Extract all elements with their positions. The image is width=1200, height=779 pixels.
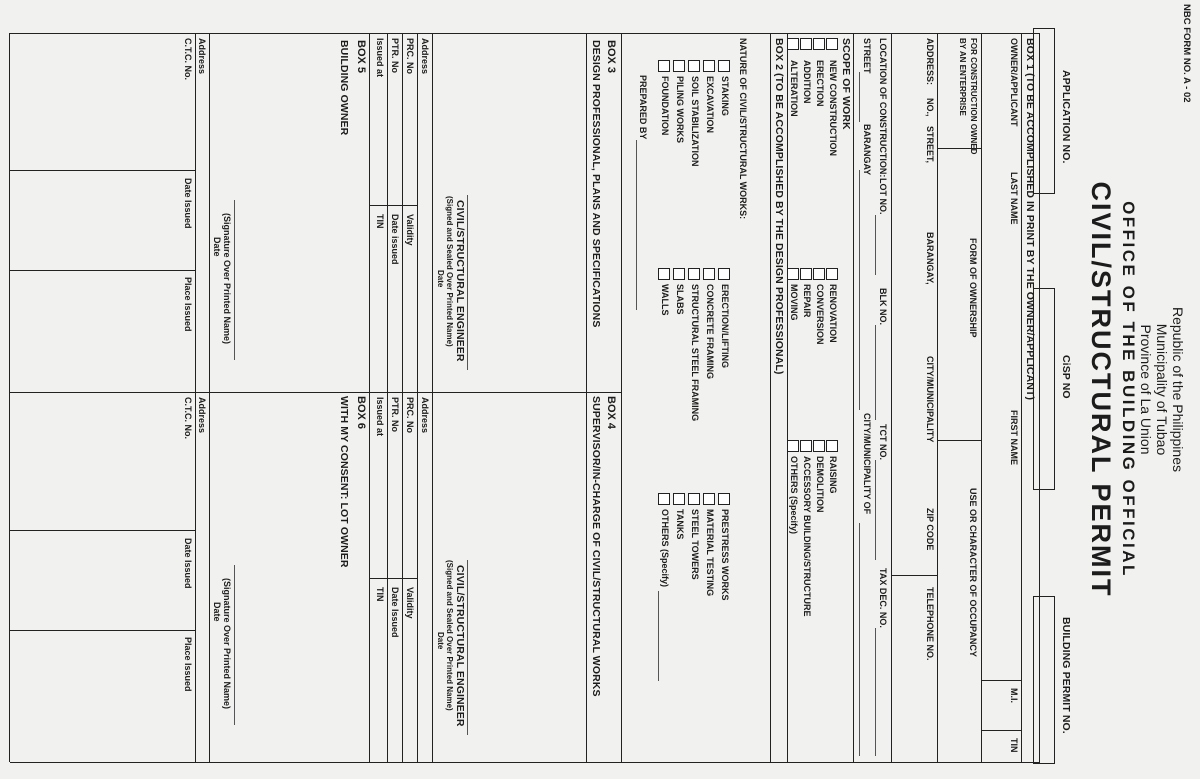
tin-label: TIN <box>1009 738 1019 753</box>
header-republic: Republic of the Philippines <box>1170 307 1186 472</box>
box6-ctc-label: C.T.C. No. <box>183 397 193 439</box>
blk-no-input[interactable] <box>875 325 876 420</box>
nature-label: SOIL STABILIZATION <box>690 76 700 167</box>
scope-label: OTHERS (Specify) <box>789 456 799 535</box>
box4-issued-at-label: Issued at <box>375 397 385 437</box>
box6-title: WITH MY CONSENT: LOT OWNER <box>338 396 350 568</box>
prepared-by-input[interactable] <box>636 140 637 310</box>
frame-left <box>10 33 1040 34</box>
nature-label: STAKING <box>720 76 730 116</box>
walls-checkbox[interactable] <box>658 268 670 280</box>
application-no-label: APPLICATION NO. <box>1060 70 1072 164</box>
box4-prc-label: PRC. No <box>405 397 415 433</box>
address-telephone-label: TELEPHONE NO. <box>925 587 935 661</box>
scope-label: ERECTION <box>815 60 825 107</box>
material-testing-checkbox[interactable] <box>703 493 715 505</box>
box3-address-label: Address <box>420 38 430 75</box>
erection-lifting-checkbox[interactable] <box>718 268 730 280</box>
location-barangay-input[interactable] <box>859 170 860 410</box>
scope-label: ACCESSORY BUILDING/STRUCTURE <box>802 456 812 617</box>
header-office: OFFICE OF THE BUILDING OFFICIAL <box>1119 201 1138 578</box>
erection-checkbox[interactable] <box>813 38 825 50</box>
nature-label: CONCRETE FRAMING <box>705 284 715 379</box>
nature-others-input[interactable] <box>658 591 659 681</box>
box2-title: BOX 2 (TO BE ACCOMPLISHED BY THE DESIGN PROFESSIONAL) <box>773 38 785 375</box>
use-or-character-label: USE OR CHARACTER OF OCCUPANCY <box>968 488 978 657</box>
nature-label: PILING WORKS <box>675 76 685 143</box>
address-street-label: STREET, <box>925 126 935 164</box>
excavation-checkbox[interactable] <box>703 60 715 72</box>
owner-applicant-label: OWNER/APPLICANT <box>1009 38 1019 127</box>
box4-title: SUPERVISOR/IN-CHARGE OF CIVIL/STRUCTURAL WORKS <box>590 396 602 697</box>
tax-dec-no-label: TAX DEC. NO. <box>878 568 888 628</box>
box6-label: BOX 6 <box>355 396 367 430</box>
box3-ptr-label: PTR. No <box>390 38 400 73</box>
cisp-no-input[interactable] <box>1033 288 1055 490</box>
box4-address-label: Address <box>420 397 430 434</box>
box6-address-label: Address <box>197 397 207 434</box>
nature-others-checkbox[interactable] <box>658 493 670 505</box>
box3-prc-field[interactable] <box>402 33 403 392</box>
box4-tin-label: TIN <box>375 587 385 602</box>
box5-address-label: Address <box>197 38 207 75</box>
repair-checkbox[interactable] <box>800 268 812 280</box>
scope-of-work-title: SCOPE OF WORK <box>840 38 852 130</box>
box3-signed: (Signed and Sealed Over Printed Name) <box>445 196 454 347</box>
scope-label: CONVERSION <box>815 284 825 345</box>
box6-date-issued-label: Date Issued <box>183 538 193 589</box>
address-zip-label: ZIP CODE <box>925 508 935 551</box>
box4-address-field[interactable] <box>417 392 418 762</box>
scope-label: NEW CONSTRUCTION <box>828 60 838 156</box>
box6-place-issued-label: Place Issued <box>183 637 193 692</box>
address-barangay-label: BARANGAY, <box>925 232 935 285</box>
box3-date-issued-label: Date issued <box>390 214 400 265</box>
address-city-label: CITY/MUNICIPALITY <box>925 356 935 443</box>
building-permit-no-label: BUILDING PERMIT NO. <box>1060 617 1072 734</box>
location-city-input[interactable] <box>859 523 860 756</box>
owner-name-field[interactable] <box>981 33 982 762</box>
location-city-label: CITY/MUNICIPALITY OF <box>862 413 872 515</box>
box3-date: Date <box>436 270 445 288</box>
nature-label: OTHERS (Specify) <box>660 509 670 588</box>
box5-label: BOX 5 <box>355 40 367 74</box>
mi-label: M.I. <box>1009 688 1019 703</box>
box5-address-field[interactable] <box>195 33 196 392</box>
box3-ptr-field[interactable] <box>387 33 388 392</box>
box5-date: Date <box>212 237 222 257</box>
box3-title: DESIGN PROFESSIONAL, PLANS AND SPECIFICATIONS <box>590 40 602 328</box>
box4-prc-field[interactable] <box>402 392 403 762</box>
box6-signature: (Signature Over Printed Name) <box>222 578 232 710</box>
scope-label: ALTERATION <box>789 60 799 117</box>
ownership-field[interactable] <box>937 33 938 762</box>
box3-tin-label: TIN <box>375 214 385 229</box>
box4-ptr-field[interactable] <box>387 392 388 762</box>
box5-ctc-label: C.T.C. No. <box>183 38 193 80</box>
page-title: CIVIL/STRUCTURAL PERMIT <box>1086 181 1116 598</box>
address-label: ADDRESS: <box>925 38 935 86</box>
tct-no-label: TCT NO. <box>878 424 888 460</box>
box3-validity-label: Validity <box>405 214 415 246</box>
addition-checkbox[interactable] <box>800 38 812 50</box>
box4-engineer: CIVIL/STRUCTURAL ENGINEER <box>454 565 466 727</box>
tct-no-input[interactable] <box>875 460 876 560</box>
cisp-no-label: CiSP NO <box>1060 355 1072 399</box>
box5-signature: (Signature Over Printed Name) <box>222 213 232 345</box>
steel-towers-checkbox[interactable] <box>688 493 700 505</box>
scope-label: REPAIR <box>802 284 812 318</box>
box3-issued-at-label: Issued at <box>375 38 385 78</box>
frame-right <box>10 762 1040 763</box>
location-street-input[interactable] <box>859 72 860 122</box>
box4-signature-line[interactable] <box>467 560 468 735</box>
box4-validity-label: Validity <box>405 587 415 619</box>
last-name-label: LAST NAME <box>1009 172 1019 225</box>
new-construction-checkbox[interactable] <box>826 38 838 50</box>
nature-label: STRUCTURAL STEEL FRAMING <box>690 284 700 422</box>
address-field[interactable] <box>891 33 892 762</box>
box3-address-field[interactable] <box>417 33 418 392</box>
lot-no-label: LOT NO. <box>878 178 888 215</box>
raising-checkbox[interactable] <box>826 440 838 452</box>
nature-label: PRESTRESS WORKS <box>720 509 730 601</box>
slabs-checkbox[interactable] <box>673 268 685 280</box>
header-municipality: Municipality of Tubao <box>1154 323 1170 456</box>
alteration-checkbox[interactable] <box>787 38 799 50</box>
box5-date-issued-label: Date Issued <box>183 178 193 229</box>
box1-title: BOX 1 (TO BE ACCOMPLISHED IN PRINT BY THE OWNER/APPLICANT) <box>1024 38 1036 401</box>
box6-address-field[interactable] <box>195 392 196 762</box>
scope-label: RENOVATION <box>828 284 838 343</box>
concrete-framing-checkbox[interactable] <box>703 268 715 280</box>
first-name-label: FIRST NAME <box>1009 410 1019 465</box>
box5-signature-line[interactable] <box>234 200 235 360</box>
box4-label: BOX 4 <box>605 396 617 430</box>
box6-signature-line[interactable] <box>234 565 235 725</box>
box3-engineer: CIVIL/STRUCTURAL ENGINEER <box>454 200 466 362</box>
location-barangay-label: BARANGAY <box>862 124 872 176</box>
nature-of-works-title: NATURE OF CIVIL/STRUCTURAL WORKS: <box>738 38 748 220</box>
nature-label: STEEL TOWERS <box>690 509 700 580</box>
structural-steel-framing-checkbox[interactable] <box>688 268 700 280</box>
scope-label: ADDITION <box>802 60 812 104</box>
box4-ptr-label: PTR. No <box>390 397 400 432</box>
accessory-building-checkbox[interactable] <box>800 440 812 452</box>
box4-date-issued-label: Date Issued <box>390 587 400 638</box>
prestress-works-checkbox[interactable] <box>718 493 730 505</box>
nature-label: EXCAVATION <box>705 76 715 134</box>
foundation-checkbox[interactable] <box>658 60 670 72</box>
scope-label: RAISING <box>828 456 838 494</box>
soil-stabilization-checkbox[interactable] <box>688 60 700 72</box>
box3-prc-label: PRC. No <box>405 38 415 74</box>
form-code: NBC FORM NO. A - 02 <box>1181 4 1192 103</box>
blk-no-label: BLK NO. <box>878 288 888 325</box>
prepared-by-label: PREPARED BY <box>638 75 648 140</box>
nature-label: FOUNDATION <box>660 76 670 136</box>
tax-dec-no-input[interactable] <box>875 628 876 756</box>
scope-others-checkbox[interactable] <box>787 440 799 452</box>
nature-label: MATERIAL TESTING <box>705 509 715 597</box>
nature-label: SLABS <box>675 284 685 315</box>
header-province: Province of La Union <box>1138 324 1154 455</box>
for-construction-label: FOR CONSTRUCTION OWNED <box>969 38 978 155</box>
nature-label: TANKS <box>675 509 685 540</box>
box5-place-issued-label: Place Issued <box>183 277 193 332</box>
conversion-checkbox[interactable] <box>813 268 825 280</box>
scope-label: DEMOLITION <box>815 456 825 513</box>
building-permit-no-input[interactable] <box>1033 596 1055 764</box>
moving-checkbox[interactable] <box>787 268 799 280</box>
box6-date: Date <box>212 602 222 622</box>
box3-label: BOX 3 <box>605 40 617 74</box>
frame-bottom <box>9 33 10 762</box>
nature-label: ERECTION/LIFTING <box>720 284 730 368</box>
box4-signed: (Signed and Sealed Over Printed Name) <box>445 560 454 711</box>
location-street-label: STREET <box>862 38 872 74</box>
box5-title: BUILDING OWNER <box>338 40 350 136</box>
piling-works-checkbox[interactable] <box>673 60 685 72</box>
frame-top <box>1039 33 1040 762</box>
box4-date: Date <box>436 632 445 650</box>
application-no-input[interactable] <box>1033 28 1055 194</box>
address-no-label: NO., <box>925 98 935 117</box>
demolition-checkbox[interactable] <box>813 440 825 452</box>
by-enterprise-label: BY AN ENTERPRISE <box>958 38 967 116</box>
lot-no-input[interactable] <box>875 215 876 275</box>
form-of-ownership-label: FORM OF OWNERSHIP <box>968 238 978 338</box>
renovation-checkbox[interactable] <box>826 268 838 280</box>
tanks-checkbox[interactable] <box>673 493 685 505</box>
box3-signature-line[interactable] <box>467 195 468 370</box>
staking-checkbox[interactable] <box>718 60 730 72</box>
location-label: LOCATION OF CONSTRUCTION: <box>878 38 888 178</box>
scope-label: MOVING <box>789 284 799 321</box>
nature-label: WALLS <box>660 284 670 316</box>
